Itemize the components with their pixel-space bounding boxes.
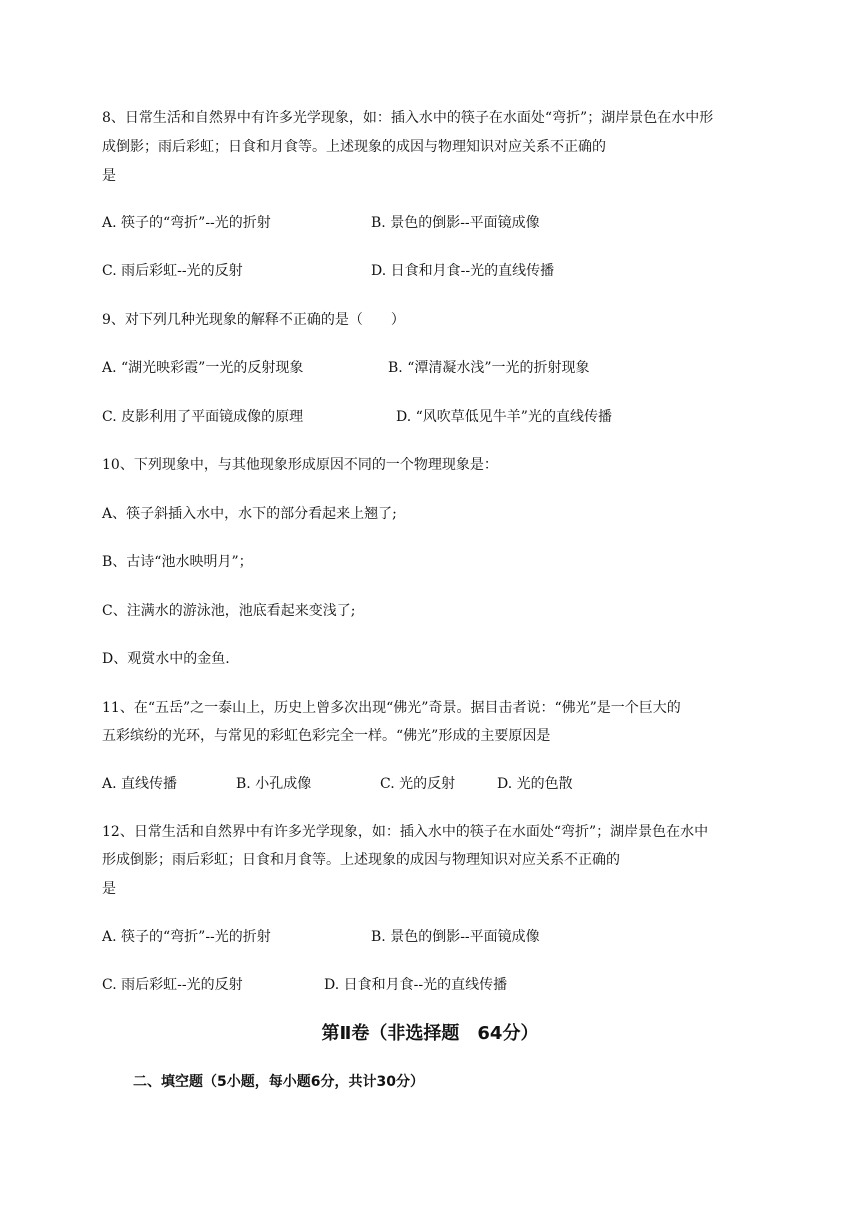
q11-option-c: C. 光的反射 <box>380 776 456 792</box>
q11-option-a: A. 直线传播 <box>102 776 178 792</box>
q8-stem-line-1: 8、日常生活和自然界中有许多光学现象，如：插入水中的筷子在水面处“弯折”；湖岸景色在水中形 <box>102 110 714 126</box>
q8-stem-line-2: 成倒影；雨后彩虹；日食和月食等。上述现象的成因与物理知识对应关系不正确的 <box>102 139 606 155</box>
section-subtitle: 二、填空题（5小题，每小题6分，共计30分） <box>133 1074 424 1090</box>
q8-option-a: A. 筷子的“弯折”--光的折射 <box>102 215 271 231</box>
q12-stem-line-2: 形成倒影；雨后彩虹；日食和月食等。上述现象的成因与物理知识对应关系不正确的 <box>102 852 620 868</box>
q8-option-c: C. 雨后彩虹--光的反射 <box>102 263 243 279</box>
q8-option-b: B. 景色的倒影--平面镜成像 <box>371 215 540 231</box>
q10-option-a: A、筷子斜插入水中，水下的部分看起来上翘了; <box>102 506 397 522</box>
q12-option-c: C. 雨后彩虹--光的反射 <box>102 977 243 993</box>
q8-option-d: D. 日食和月食--光的直线传播 <box>371 263 555 279</box>
q12-option-a: A. 筷子的“弯折”--光的折射 <box>102 929 271 945</box>
q8-stem-line-3: 是 <box>102 168 116 184</box>
q9-stem: 9、对下列几种光现象的解释不正确的是（ ） <box>102 312 405 328</box>
q9-option-b: B. “潭清凝水浅”一光的折射现象 <box>388 360 590 376</box>
q12-stem-line-3: 是 <box>102 881 116 897</box>
q10-stem: 10、下列现象中，与其他现象形成原因不同的一个物理现象是： <box>102 457 498 473</box>
q11-option-d: D. 光的色散 <box>497 776 573 792</box>
q12-option-d: D. 日食和月食--光的直线传播 <box>324 977 508 993</box>
q9-option-a: A. “湖光映彩霞”一光的反射现象 <box>102 360 304 376</box>
q12-option-b: B. 景色的倒影--平面镜成像 <box>371 929 540 945</box>
q9-option-c: C. 皮影利用了平面镜成像的原理 <box>102 409 304 425</box>
section-title: 第Ⅱ卷（非选择题 64分） <box>321 1023 539 1044</box>
q10-option-b: B、古诗“池水映明月”； <box>102 554 253 570</box>
q12-stem-line-1: 12、日常生活和自然界中有许多光学现象，如：插入水中的筷子在水面处“弯折”；湖岸景色在水中 <box>102 824 709 840</box>
q11-option-b: B. 小孔成像 <box>236 776 312 792</box>
q10-option-c: C、注满水的游泳池，池底看起来变浅了; <box>102 603 356 619</box>
q9-option-d: D. “风吹草低见牛羊”光的直线传播 <box>396 409 612 425</box>
q11-stem-line-1: 11、在“五岳”之一泰山上，历史上曾多次出现“佛光”奇景。据目击者说：“佛光”是一个巨大的 <box>102 700 681 716</box>
q11-stem-line-2: 五彩缤纷的光环，与常见的彩虹色彩完全一样。“佛光”形成的主要原因是 <box>102 728 551 744</box>
q10-option-d: D、观赏水中的金鱼. <box>102 651 230 667</box>
